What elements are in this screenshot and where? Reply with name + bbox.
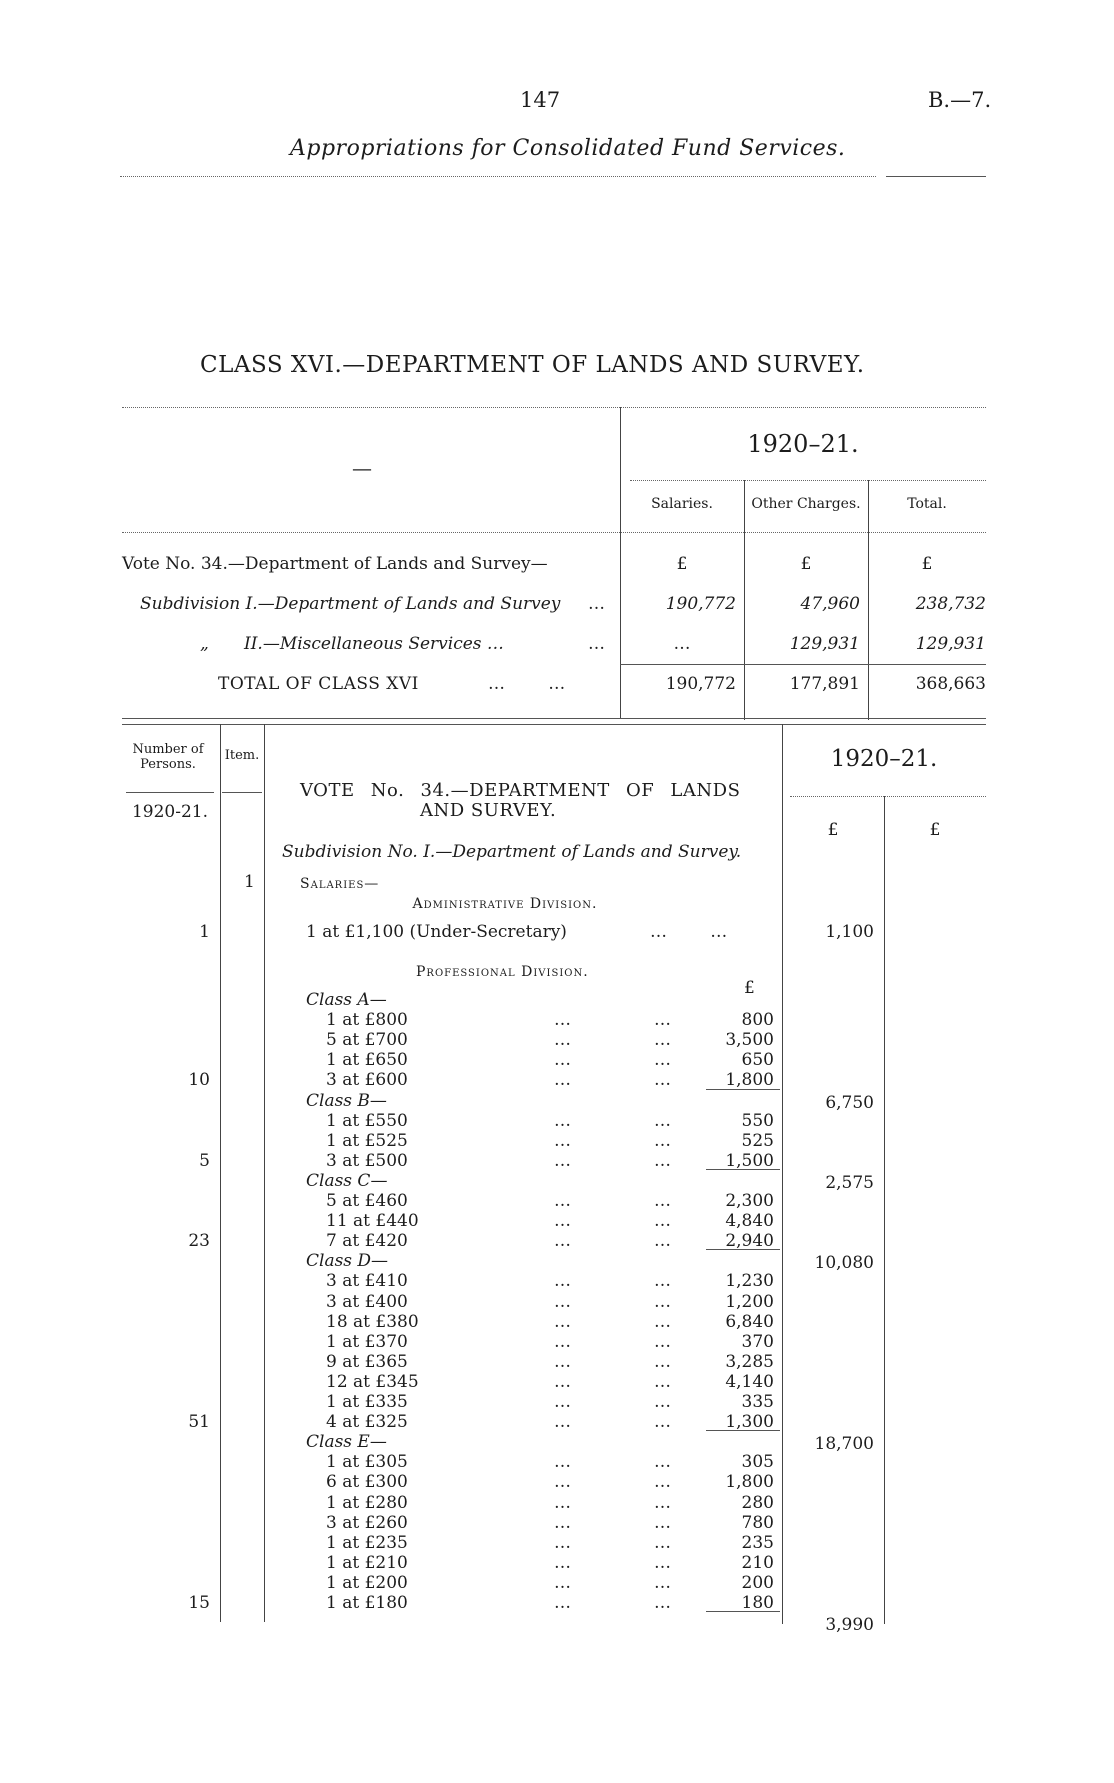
salary-desc: 1 at £370 — [326, 1331, 408, 1352]
salary-desc: 1 at £180 — [326, 1593, 408, 1613]
salary-dots: … — [554, 1392, 571, 1412]
admin-amount: 1,100 — [825, 922, 874, 942]
salary-amount: 280 — [741, 1492, 774, 1513]
salary-dots: … — [554, 1452, 571, 1473]
detail-divider — [264, 724, 265, 1622]
salary-dots: … — [654, 1392, 671, 1412]
salary-desc: 5 at £460 — [326, 1191, 408, 1211]
salary-dots: … — [554, 1512, 571, 1533]
salary-dots: … — [654, 1010, 671, 1031]
salary-amount: 2,940 — [725, 1231, 774, 1252]
summary-total-rule — [620, 664, 986, 665]
salary-dots: … — [554, 1593, 571, 1613]
summary-col-other: Other Charges. — [751, 496, 861, 512]
salary-dots: … — [554, 1050, 571, 1071]
salary-desc: 6 at £300 — [326, 1472, 408, 1493]
summary-total-salaries: 190,772 — [665, 674, 736, 694]
summary-col-total: Total. — [907, 496, 947, 512]
summary-sub2-other: 129,931 — [789, 634, 860, 654]
salary-amount: 1,300 — [725, 1412, 774, 1433]
salary-dots: … — [654, 1452, 671, 1473]
salary-desc: 3 at £400 — [326, 1291, 408, 1312]
salary-desc: 12 at £345 — [326, 1371, 419, 1392]
salary-amount: 6,840 — [725, 1311, 774, 1332]
summary-vote-label: Vote No. 34.—Department of Lands and Survey— — [122, 554, 548, 574]
salary-desc: 1 at £550 — [326, 1110, 408, 1131]
salary-amount: 1,800 — [725, 1070, 774, 1091]
class-subtotal-rule — [706, 1089, 780, 1090]
salary-dots: … — [554, 1030, 571, 1051]
salary-dots: … — [654, 1492, 671, 1513]
salary-desc: 11 at £440 — [326, 1211, 419, 1232]
salary-dots: … — [654, 1291, 671, 1312]
detail-year: 1920–21. — [830, 746, 938, 772]
salary-dots: … — [554, 1211, 571, 1232]
salary-dots: … — [654, 1211, 671, 1232]
summary-year: 1920–21. — [747, 430, 859, 458]
salary-dots: … — [654, 1130, 671, 1151]
summary-sub1-salaries: 190,772 — [665, 594, 736, 614]
summary-total-other: 177,891 — [789, 674, 860, 694]
class-subtotal: 10,080 — [814, 1253, 874, 1274]
salary-desc: 1 at £200 — [326, 1572, 408, 1593]
salary-desc: 3 at £600 — [326, 1070, 408, 1091]
salary-dots: … — [654, 1150, 671, 1171]
class-label: Class B— — [306, 1090, 387, 1111]
salary-dots: … — [654, 1552, 671, 1573]
salary-dots: … — [554, 1311, 571, 1332]
salary-amount: 305 — [741, 1452, 774, 1473]
salary-desc: 1 at £650 — [326, 1050, 408, 1071]
salary-dots: … — [654, 1110, 671, 1131]
summary-year-rule — [630, 480, 986, 481]
salary-desc: 3 at £410 — [326, 1271, 408, 1292]
salary-dots: … — [654, 1311, 671, 1332]
document-code: B.—7. — [928, 88, 992, 112]
persons-head-rule — [126, 792, 214, 793]
salary-amount: 1,800 — [725, 1472, 774, 1493]
salary-amount: 2,300 — [725, 1191, 774, 1211]
summary-pound: £ — [800, 554, 812, 574]
class-title: CLASS XVI.—DEPARTMENT OF LANDS AND SURVEY. — [200, 352, 865, 378]
salary-dots: … — [654, 1532, 671, 1553]
summary-sub2-label: II.—Miscellaneous Services … — [244, 634, 504, 654]
summary-sub2-ditto: „ — [200, 634, 209, 654]
salary-dots: … — [554, 1572, 571, 1593]
salary-dots: … — [654, 1593, 671, 1613]
summary-bottom-rule — [122, 718, 986, 719]
detail-top-rule — [122, 724, 986, 725]
summary-pound: £ — [676, 554, 688, 574]
summary-head-rule — [122, 532, 986, 533]
salary-dots: … — [554, 1552, 571, 1573]
salary-dots: … — [554, 1130, 571, 1151]
salary-amount: 4,140 — [725, 1371, 774, 1392]
class-persons: 10 — [188, 1070, 210, 1091]
summary-col-salaries: Salaries. — [651, 496, 713, 512]
prof-pound: £ — [744, 978, 755, 998]
detail-divider — [884, 796, 885, 1624]
salary-dots: … — [654, 1050, 671, 1071]
class-label: Class D— — [306, 1251, 389, 1272]
salary-dots: … — [554, 1472, 571, 1493]
class-subtotal-rule — [706, 1430, 780, 1431]
salaries-heading: Salaries— — [300, 876, 380, 892]
class-subtotal-rule — [706, 1611, 780, 1612]
salary-dots: … — [654, 1412, 671, 1433]
detail-pound-1: £ — [827, 820, 839, 840]
salary-dots: … — [554, 1150, 571, 1171]
salary-amount: 335 — [741, 1392, 774, 1412]
salary-amount: 1,200 — [725, 1291, 774, 1312]
salary-dots: … — [554, 1532, 571, 1553]
salary-dots: … — [554, 1331, 571, 1352]
class-persons: 23 — [188, 1231, 210, 1252]
salary-desc: 1 at £305 — [326, 1452, 408, 1473]
summary-sub1-other: 47,960 — [800, 594, 860, 614]
salary-desc: 4 at £325 — [326, 1412, 408, 1433]
salary-desc: 1 at £235 — [326, 1532, 408, 1553]
class-persons: 51 — [188, 1412, 210, 1433]
salary-desc: 18 at £380 — [326, 1311, 419, 1332]
salary-desc: 3 at £500 — [326, 1150, 408, 1171]
salary-amount: 800 — [741, 1010, 774, 1031]
salary-amount: 200 — [741, 1572, 774, 1593]
salary-dots: … — [554, 1371, 571, 1392]
salary-dots: … — [554, 1110, 571, 1131]
salary-desc: 7 at £420 — [326, 1231, 408, 1252]
class-subtotal: 3,990 — [825, 1615, 874, 1636]
salary-dots: … — [554, 1412, 571, 1433]
class-subtotal-rule — [706, 1169, 780, 1170]
salary-desc: 9 at £365 — [326, 1351, 408, 1372]
detail-col-persons: Number of Persons. — [132, 742, 204, 772]
salary-dots: … — [654, 1331, 671, 1352]
summary-sub2-total: 129,931 — [915, 634, 986, 654]
salary-amount: 370 — [741, 1331, 774, 1352]
header-rule — [120, 176, 876, 177]
page-number: 147 — [520, 88, 561, 112]
detail-persons-year: 1920-21. — [131, 802, 209, 822]
salary-desc: 5 at £700 — [326, 1030, 408, 1051]
detail-pound-2: £ — [929, 820, 941, 840]
class-label: Class A— — [306, 990, 387, 1010]
summary-total-total: 368,663 — [915, 674, 986, 694]
salary-dots: … — [554, 1070, 571, 1091]
salary-dots: … — [654, 1512, 671, 1533]
summary-total-label: TOTAL OF CLASS XVI — [218, 674, 419, 694]
salary-dots: … — [554, 1231, 571, 1252]
prof-heading: Professional Division. — [416, 964, 589, 980]
detail-item-no: 1 — [244, 872, 255, 892]
salary-dots: … — [654, 1070, 671, 1091]
salary-amount: 525 — [741, 1130, 774, 1151]
salary-dots: … — [554, 1291, 571, 1312]
class-persons: 5 — [199, 1150, 210, 1171]
class-subtotal: 18,700 — [814, 1434, 874, 1455]
admin-persons: 1 — [199, 922, 210, 942]
salary-dots: … — [554, 1010, 571, 1031]
detail-vote-title-2: AND SURVEY. — [420, 800, 557, 821]
summary-sub1-dots: … — [588, 594, 605, 614]
salary-dots: … — [654, 1191, 671, 1211]
summary-total-dots: … … — [488, 674, 566, 694]
salary-dots: … — [554, 1191, 571, 1211]
class-persons: 15 — [188, 1593, 210, 1613]
admin-line: 1 at £1,100 (Under-Secretary) — [306, 922, 567, 942]
salary-dots: … — [554, 1351, 571, 1372]
summary-pound: £ — [921, 554, 933, 574]
salary-dots: … — [654, 1351, 671, 1372]
salary-dots: … — [654, 1572, 671, 1593]
page-title: Appropriations for Consolidated Fund Services. — [290, 136, 846, 161]
salary-amount: 210 — [741, 1552, 774, 1573]
salary-amount: 180 — [741, 1593, 774, 1613]
summary-sub2-salaries: … — [673, 634, 691, 654]
salary-amount: 650 — [741, 1050, 774, 1071]
class-label: Class C— — [306, 1170, 388, 1191]
salary-dots: … — [554, 1271, 571, 1292]
detail-col-item: Item. — [224, 748, 260, 763]
summary-sub1-total: 238,732 — [915, 594, 986, 614]
detail-year-rule — [790, 796, 986, 797]
salary-dots: … — [654, 1030, 671, 1051]
summary-top-rule — [122, 407, 986, 408]
salary-dots: … — [654, 1231, 671, 1252]
summary-sub2-dots: … — [588, 634, 605, 654]
salary-dots: … — [654, 1472, 671, 1493]
salary-amount: 235 — [741, 1532, 774, 1553]
detail-subdivision: Subdivision No. I.—Department of Lands and Survey. — [282, 842, 742, 862]
salary-amount: 3,500 — [725, 1030, 774, 1051]
class-subtotal-rule — [706, 1249, 780, 1250]
salary-desc: 1 at £335 — [326, 1392, 408, 1412]
class-label: Class E— — [306, 1432, 387, 1453]
header-rule-right — [886, 176, 986, 177]
item-head-rule — [222, 792, 262, 793]
salary-desc: 1 at £280 — [326, 1492, 408, 1513]
salary-amount: 780 — [741, 1512, 774, 1533]
salary-amount: 1,500 — [725, 1150, 774, 1171]
salary-dots: … — [654, 1271, 671, 1292]
salary-dots: … — [554, 1492, 571, 1513]
admin-heading: Administrative Division. — [412, 896, 598, 912]
salary-desc: 1 at £210 — [326, 1552, 408, 1573]
salary-desc: 3 at £260 — [326, 1512, 408, 1533]
salary-amount: 3,285 — [725, 1351, 774, 1372]
salary-amount: 4,840 — [725, 1211, 774, 1232]
class-subtotal: 6,750 — [825, 1092, 874, 1113]
salary-dots: … — [654, 1371, 671, 1392]
salary-amount: 550 — [741, 1110, 774, 1131]
detail-vote-title-1: VOTE No. 34.—DEPARTMENT OF LANDS — [300, 780, 741, 801]
salary-amount: 1,230 — [725, 1271, 774, 1292]
summary-dash: — — [352, 456, 372, 480]
salary-desc: 1 at £525 — [326, 1130, 408, 1151]
detail-divider — [220, 724, 221, 1622]
class-subtotal: 2,575 — [825, 1172, 874, 1193]
salary-desc: 1 at £800 — [326, 1010, 408, 1031]
admin-dots: … … — [650, 922, 728, 942]
summary-sub1-label: Subdivision I.—Department of Lands and Survey — [140, 594, 561, 614]
